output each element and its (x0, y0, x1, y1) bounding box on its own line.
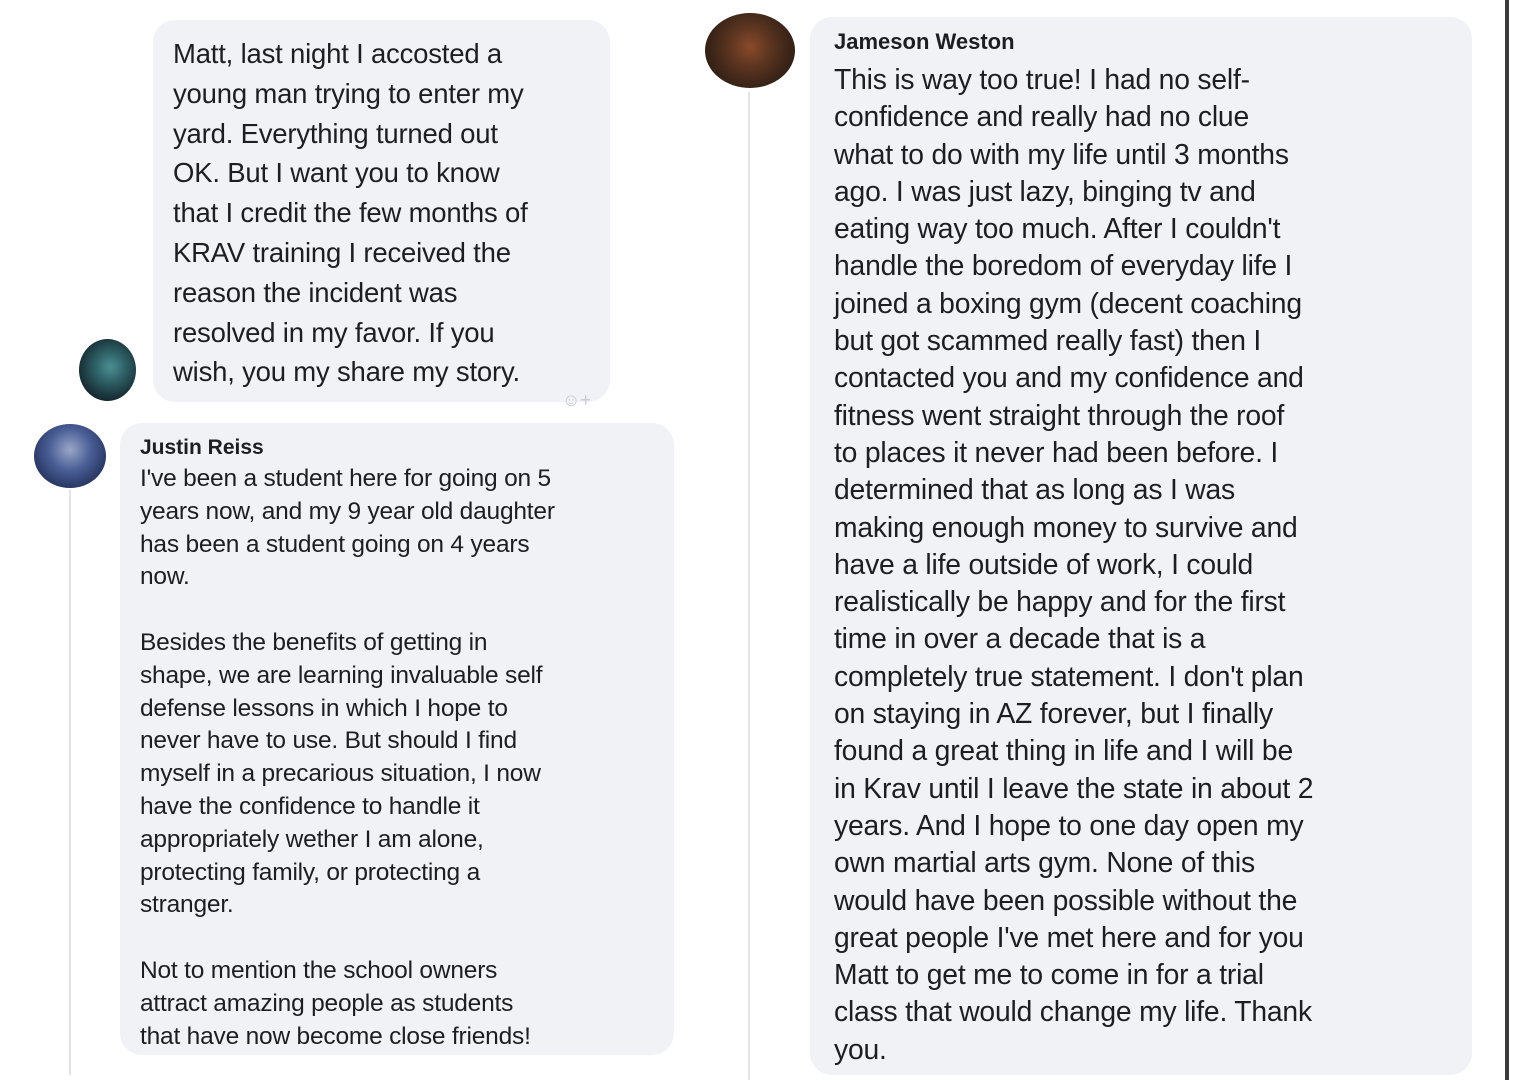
comment-bubble (810, 17, 1472, 1075)
thread-line-middle (748, 92, 750, 1080)
comment-text: Matt, last night I accosted a young man trying to enter my yard. Everything turned out OK. But I want you to know that I credit the few months of KRAV training I received the reason the incident was resolved in my favor. If you wish, you my share my story. (173, 38, 528, 388)
comment-bubble (153, 20, 610, 402)
add-reaction-icon[interactable]: ☺+ (562, 390, 591, 410)
comment-author[interactable]: Justin Reiss (140, 436, 264, 459)
comment-text: I've been a student here for going on 5 years now, and my 9 year old daughter has been a student going on 4 years now. Besides the benefits of getting in shape, we are learning invaluable self defense lessons in which I hope to never have to use. But should I find myself in a precarious situation, I now have the confidence to handle it appropriately wether I am alone, protecting family, or protecting a stranger. Not to mention the school owners attract amazing people as students that have now become close friends! (140, 465, 555, 1050)
right-edge-border (1505, 0, 1509, 1080)
commenter-avatar[interactable] (34, 424, 106, 488)
commenter-avatar[interactable] (705, 13, 795, 88)
thread-line-left (69, 490, 71, 1075)
comment-bubble (120, 423, 674, 1055)
commenter-avatar[interactable] (79, 339, 136, 401)
comment-author[interactable]: Jameson Weston (834, 29, 1015, 54)
comment-text: This is way too true! I had no self- confidence and really had no clue what to do with my life until 3 months ago. I was just lazy, binging tv and eating way too much. After I couldn't handle the boredom of everyday life I joined a boxing gym (decent coaching but got scammed really fast) then I contacted you and my confidence and fitness went straight through the roof to places it never had been before. I determined that as long as I was making enough money to survive and have a life outside of work, I could realistically be happy and for the first time in over a decade that is a completely true statement. I don't plan on staying in AZ forever, but I finally found a great thing in life and I will be in Krav until I leave the state in about 2 years. And I hope to one day open my own martial arts gym. None of this would have been possible without the great people I've met here and for you Matt to get me to come in for a trial class that would change my life. Thank you. (834, 63, 1314, 1065)
